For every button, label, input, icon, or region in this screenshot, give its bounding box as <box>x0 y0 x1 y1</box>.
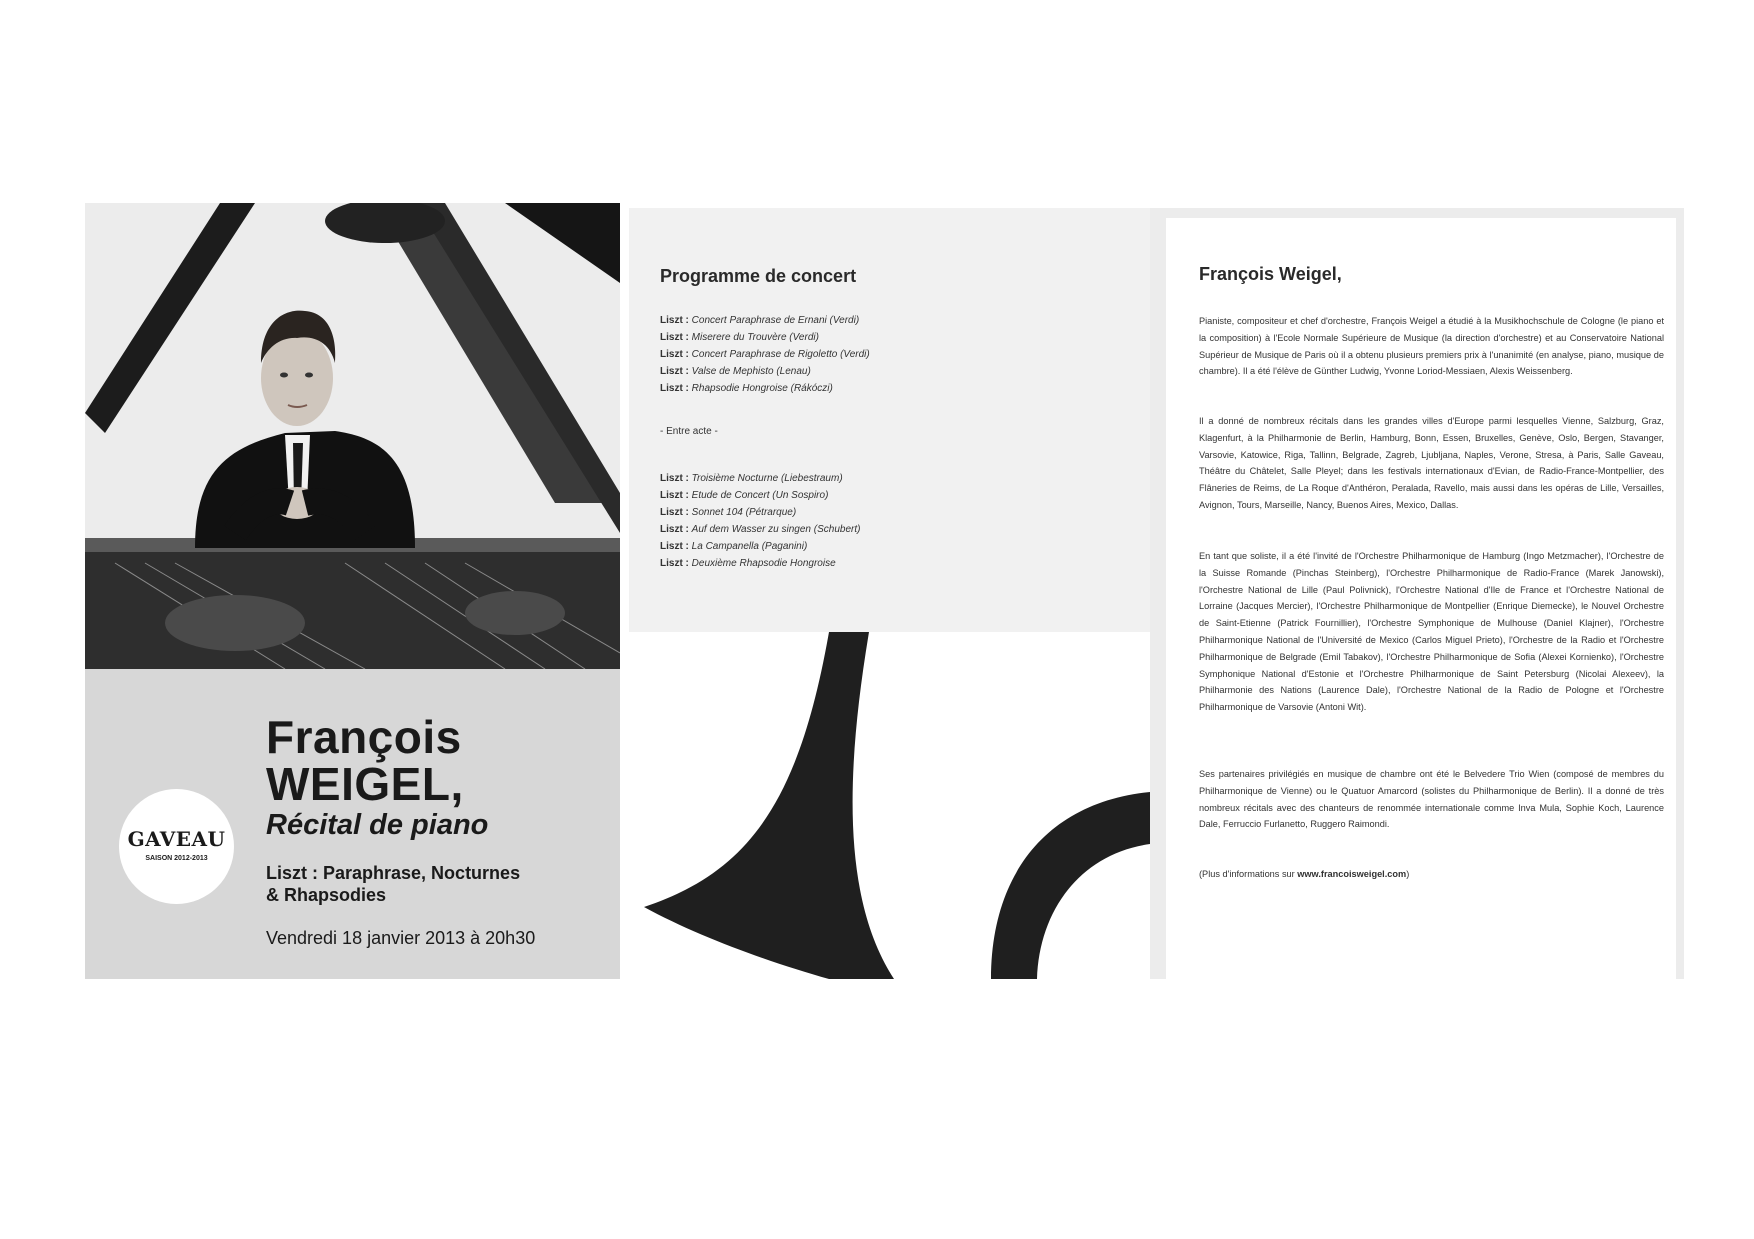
composer-label: Liszt : <box>660 524 689 535</box>
logo-brand: GAVEAU <box>127 827 226 851</box>
more-info-line <box>1199 866 1664 883</box>
concert-subtitle: Récital de piano <box>266 809 489 841</box>
list-item <box>660 346 870 363</box>
composer-label: Liszt : <box>660 558 689 569</box>
pianist-at-piano-illustration <box>85 203 620 669</box>
program-summary-line2: & Rhapsodies <box>266 885 387 905</box>
list-item <box>660 555 860 572</box>
composer-label: Liszt : <box>660 349 689 360</box>
list-item <box>660 521 860 538</box>
work-title: Deuxième Rhapsodie Hongroise <box>691 558 836 569</box>
work-title: Auf dem Wasser zu singen (Schubert) <box>691 524 861 535</box>
composer-label: Liszt : <box>660 473 689 484</box>
composer-label: Liszt : <box>660 332 689 343</box>
composer-label: Liszt : <box>660 490 689 501</box>
work-title: Concert Paraphrase de Ernani (Verdi) <box>691 315 860 326</box>
logo-season: SAISON 2012-2013 <box>145 855 208 862</box>
list-item <box>660 329 870 346</box>
gaveau-logo <box>119 789 234 904</box>
composer-label: Liszt : <box>660 541 689 552</box>
artist-last-name: WEIGEL, <box>266 758 464 810</box>
work-title: Rhapsodie Hongroise (Rákóczi) <box>691 383 833 394</box>
work-title: Valse de Mephisto (Lenau) <box>691 366 811 377</box>
composer-label: Liszt : <box>660 315 689 326</box>
list-item <box>660 470 860 487</box>
list-item <box>660 487 860 504</box>
work-title: Troisième Nocturne (Liebestraum) <box>691 473 843 484</box>
more-info-prefix: (Plus d'informations sur <box>1199 869 1298 879</box>
work-title: Miserere du Trouvère (Verdi) <box>691 332 819 343</box>
programme-part2-list <box>660 470 860 572</box>
programme-part1-list <box>660 312 870 397</box>
biography-paragraph-soloist: En tant que soliste, il a été l'invité de l'Orchestre Philharmonique de Hamburg (Ingo Metzmacher), l'Orchestre de la Suisse Romande (Pinchas Steinberg), l'Orchestre Philharmonique de Radio-France (Marek Janowski), l'Orchestre National de Lille (Paul Polivnick), l'Orchestre National d'Ile de France et l'Orchestre National de Lorraine (Jacques Mercier), l'Orchestre Philharmonique de Montpellier (Enrique Diemecke), le Nouvel Orchestre de Saint-Etienne (Patrick Fournillier), l'Orchestre Symphonique de Mulhouse (Daniel Klajner), l'Orchestre Philharmonique National de l'Université de Mexico (Carlos Miguel Prieto), l'Orchestre de la Radio et l'Orchestre Philharmonique de Belgrade (Emil Tabakov), l'Orchestre Philharmonique de Sofia (Alexei Kornienko), l'Orchestre Symphonique National d'Estonie et l'Orchestre Philharmonique de Saint Petersburg (Nicolai Alexeev), la Philharmonie des Nations (Laurence Dale), l'Orchestre National de la Radio de Pologne et l'Orchestre Philharmonique de Varsovie (Antoni Wit). <box>1199 551 1664 713</box>
biography-paragraph-recitals: Il a donné de nombreux récitals dans les grandes villes d'Europe parmi lesquelles Vienne, Salzburg, Graz, Klagenfurt, à la Philharmonie de Berlin, Hamburg, Bonn, Essen, Bruxelles, Genève, Oslo, Bergen, Stavanger, Varsovie, Katowice, Riga, Tallinn, Belgrade, Zagreb, Ljubljana, Naples, Verone, Stresa, à Paris, Salle Gaveau, Théâtre du Châtelet, Salle Pleyel; dans les festivals internationaux d'Evian, de Radio-France-Montpellier, des Flâneries de Reims, de La Roque d'Anthéron, Peralada, Ravello, mais aussi dans les opéras de Lille, Versailles, Avignon, Tours, Marseille, Nancy, Buenos Aires, Mexico, Dallas. <box>1199 416 1664 510</box>
cover-title-block <box>85 669 620 979</box>
work-title: Etude de Concert (Un Sospiro) <box>691 490 829 501</box>
biography-paragraph-education: Pianiste, compositeur et chef d'orchestre, François Weigel a étudié à la Musikhochschule de Cologne (le piano et la composition) à l'Ecole Normale Supérieure de Musique (la direction d'orchestre) et au Conservatoire National Supérieur de Musique de Paris où il a obtenu plusieurs premiers prix à l'unanimité (en analyse, piano, musique de chambre). Il a été l'élève de Günther Ludwig, Yvonne Loriod-Messiaen, Alexis Weissenberg. <box>1199 316 1664 377</box>
cover-panel <box>85 203 620 979</box>
programme-title: Programme de concert <box>660 266 857 286</box>
biography-title: François Weigel, <box>1199 264 1342 284</box>
list-item <box>660 380 870 397</box>
composer-label: Liszt : <box>660 383 689 394</box>
list-item <box>660 363 870 380</box>
abstract-shapes-illustration <box>629 632 1150 979</box>
composer-label: Liszt : <box>660 366 689 377</box>
website-link[interactable]: www.francoisweigel.com <box>1297 869 1407 879</box>
work-title: La Campanella (Paganini) <box>691 541 808 552</box>
program-summary-line1: Liszt : Paraphrase, Nocturnes <box>266 863 521 883</box>
work-title: Sonnet 104 (Pétrarque) <box>691 507 797 518</box>
concert-date: Vendredi 18 janvier 2013 à 20h30 <box>266 928 536 948</box>
composer-label: Liszt : <box>660 507 689 518</box>
list-item <box>660 538 860 555</box>
programme-panel <box>629 208 1150 979</box>
list-item <box>660 504 860 521</box>
work-title: Concert Paraphrase de Rigoletto (Verdi) <box>691 349 870 360</box>
intermission-label: - Entre acte - <box>660 426 718 437</box>
decorative-graphic <box>629 632 1150 979</box>
list-item <box>660 312 870 329</box>
pianist-photo <box>85 203 620 669</box>
artist-first-name: François <box>266 711 462 763</box>
biography-paragraph-chamber: Ses partenaires privilégiés en musique de chambre ont été le Belvedere Trio Wien (composé de membres du Philharmonique de Vienne) ou le Quatuor Amarcord (solistes du Philharmonique de Berlin). Il a donné de très nombreux récitals avec des chanteurs de renommée internationale comme Inva Mula, Sophie Koch, Laurence Dale, Ferruccio Furlanetto, Ruggero Raimondi. <box>1199 769 1664 830</box>
biography-panel <box>1166 218 1676 979</box>
more-info-suffix: ) <box>1406 869 1410 879</box>
